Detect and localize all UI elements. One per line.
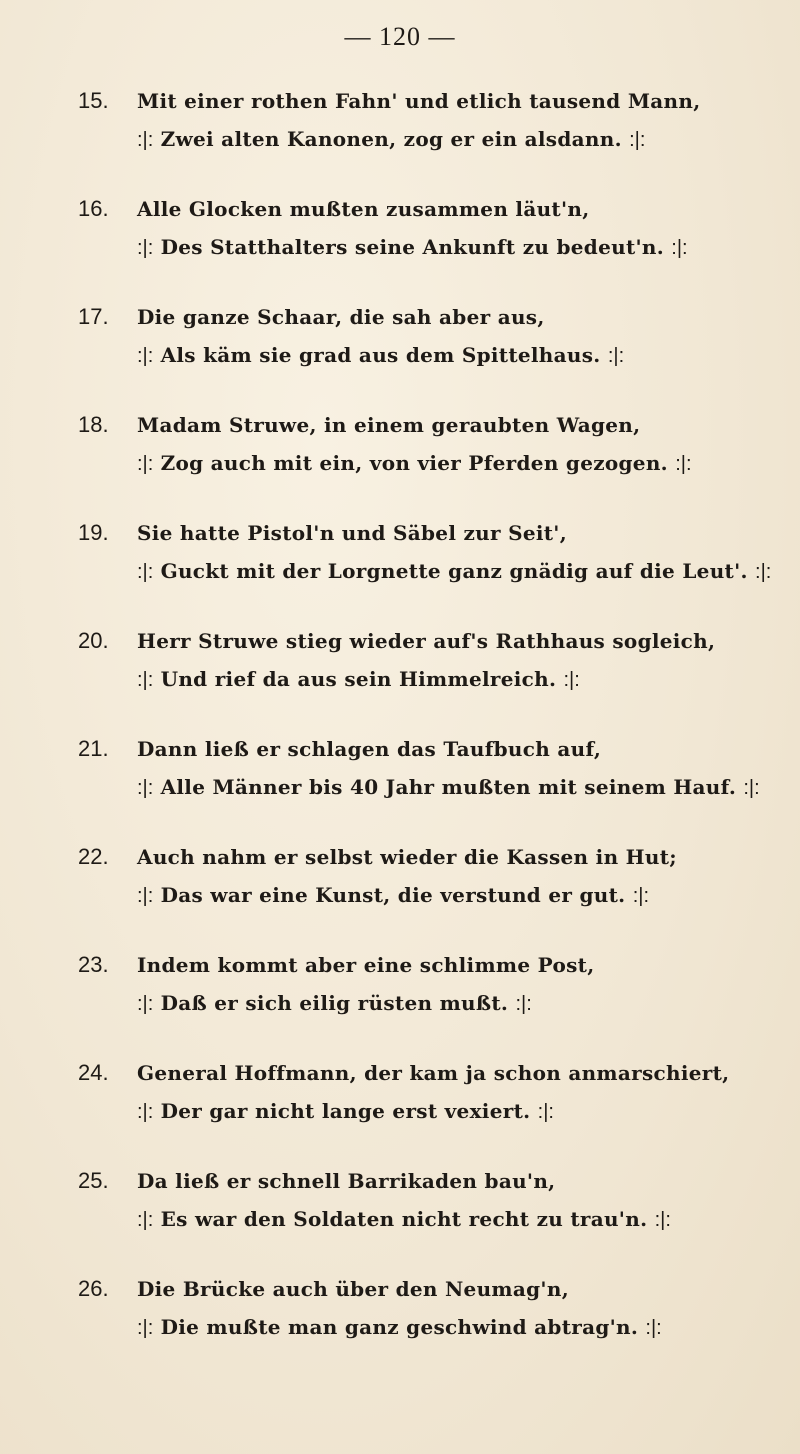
verse-line-2-text: Die mußte man ganz geschwind abtrag'n. — [160, 1315, 639, 1339]
repeat-sign-close: :|: — [755, 561, 772, 583]
verse-line-2-text: Zog auch mit ein, von vier Pferden gezogen. — [160, 451, 668, 475]
repeat-sign-close: :|: — [607, 345, 625, 367]
verse-line-1: Mit einer rothen Fahn' und etlich tausend Mann, — [137, 89, 701, 113]
verse-line-2-text: Des Statthalters seine Ankunft zu bedeut'n. — [160, 235, 665, 259]
verse-line-1: Herr Struwe stieg wieder auf's Rathhaus sogleich, — [137, 629, 716, 653]
verse-24 — [0, 1056, 800, 1164]
verse-line-2-text: Alle Männer bis 40 Jahr mußten mit seinem Hauf. — [160, 775, 737, 799]
verse-line-2-text: Als käm sie grad aus dem Spittelhaus. — [160, 343, 601, 367]
verse-line-2 — [137, 770, 760, 805]
repeat-sign-open: :|: — [137, 129, 154, 151]
verse-line-2 — [137, 1202, 671, 1237]
verse-line-2 — [137, 1310, 662, 1345]
verse-line-1: Indem kommt aber eine schlimme Post, — [137, 953, 595, 977]
verse-number: 24. — [78, 1060, 109, 1085]
verse-number: 19. — [78, 520, 109, 545]
verse-16 — [0, 192, 800, 300]
repeat-sign-close: :|: — [743, 777, 760, 799]
repeat-sign-open: :|: — [137, 1209, 154, 1231]
verse-line-2 — [137, 230, 688, 265]
verse-line-2 — [137, 338, 624, 373]
verse-number: 25. — [78, 1168, 109, 1193]
verse-line-2-text: Das war eine Kunst, die verstund er gut. — [160, 883, 626, 907]
verse-line-1: Madam Struwe, in einem geraubten Wagen, — [137, 413, 641, 437]
verse-line-2 — [137, 122, 645, 157]
repeat-sign-open: :|: — [137, 777, 154, 799]
repeat-sign-open: :|: — [137, 669, 154, 691]
repeat-sign-open: :|: — [137, 561, 154, 583]
repeat-sign-close: :|: — [537, 1101, 554, 1123]
repeat-sign-close: :|: — [671, 237, 688, 259]
verse-line-2 — [137, 662, 580, 697]
repeat-sign-open: :|: — [137, 453, 154, 475]
verse-line-1: General Hoffmann, der kam ja schon anmarschiert, — [137, 1061, 730, 1085]
verse-line-2 — [137, 878, 649, 913]
verse-20 — [0, 624, 800, 732]
repeat-sign-open: :|: — [137, 1101, 154, 1123]
verse-25 — [0, 1164, 800, 1272]
verse-15 — [0, 84, 800, 192]
verse-number: 22. — [78, 844, 109, 869]
verse-line-2-text: Daß er sich eilig rüsten mußt. — [160, 991, 509, 1015]
repeat-sign-close: :|: — [515, 993, 532, 1015]
verse-line-2 — [137, 986, 532, 1021]
verse-number: 17. — [78, 304, 109, 329]
page-number: — 120 — — [344, 22, 456, 51]
verse-line-2 — [137, 446, 692, 481]
verse-number: 26. — [78, 1276, 109, 1301]
verse-line-2-text: Der gar nicht lange erst vexiert. — [160, 1099, 531, 1123]
repeat-sign-close: :|: — [632, 885, 649, 907]
verse-22 — [0, 840, 800, 948]
verse-19 — [0, 516, 800, 624]
repeat-sign-close: :|: — [654, 1209, 671, 1231]
repeat-sign-open: :|: — [137, 885, 154, 907]
repeat-sign-open: :|: — [137, 1317, 154, 1339]
verse-line-2-text: Es war den Soldaten nicht recht zu trau'n. — [160, 1207, 648, 1231]
verse-line-2-text: Zwei alten Kanonen, zog er ein alsdann. — [160, 127, 622, 151]
repeat-sign-close: :|: — [645, 1317, 662, 1339]
repeat-sign-open: :|: — [137, 993, 154, 1015]
verse-number: 18. — [78, 412, 109, 437]
verse-17 — [0, 300, 800, 408]
verse-line-1: Alle Glocken mußten zusammen läut'n, — [137, 197, 590, 221]
repeat-sign-close: :|: — [675, 453, 692, 475]
verse-line-2-text: Und rief da aus sein Himmelreich. — [160, 667, 557, 691]
verse-number: 16. — [78, 196, 109, 221]
verse-line-1: Dann ließ er schlagen das Taufbuch auf, — [137, 737, 602, 761]
verse-line-1: Sie hatte Pistol'n und Säbel zur Seit', — [137, 521, 567, 545]
verse-26 — [0, 1272, 800, 1380]
verse-number: 15. — [78, 88, 109, 113]
repeat-sign-open: :|: — [137, 237, 154, 259]
verse-23 — [0, 948, 800, 1056]
verse-number: 20. — [78, 628, 109, 653]
verse-line-2 — [137, 554, 771, 589]
verse-line-1: Da ließ er schnell Barrikaden bau'n, — [137, 1169, 556, 1193]
verse-line-2-text: Guckt mit der Lorgnette ganz gnädig auf die Leut'. — [160, 559, 748, 583]
repeat-sign-open: :|: — [137, 345, 154, 367]
verse-line-1: Die ganze Schaar, die sah aber aus, — [137, 305, 545, 329]
verse-18 — [0, 408, 800, 516]
verse-number: 23. — [78, 952, 109, 977]
verse-line-1: Die Brücke auch über den Neumag'n, — [137, 1277, 569, 1301]
verse-number: 21. — [78, 736, 109, 761]
repeat-sign-close: :|: — [563, 669, 580, 691]
verse-21 — [0, 732, 800, 840]
verse-list — [0, 84, 800, 1380]
verse-line-1: Auch nahm er selbst wieder die Kassen in Hut; — [137, 845, 677, 869]
repeat-sign-close: :|: — [629, 129, 646, 151]
verse-line-2 — [137, 1094, 554, 1129]
